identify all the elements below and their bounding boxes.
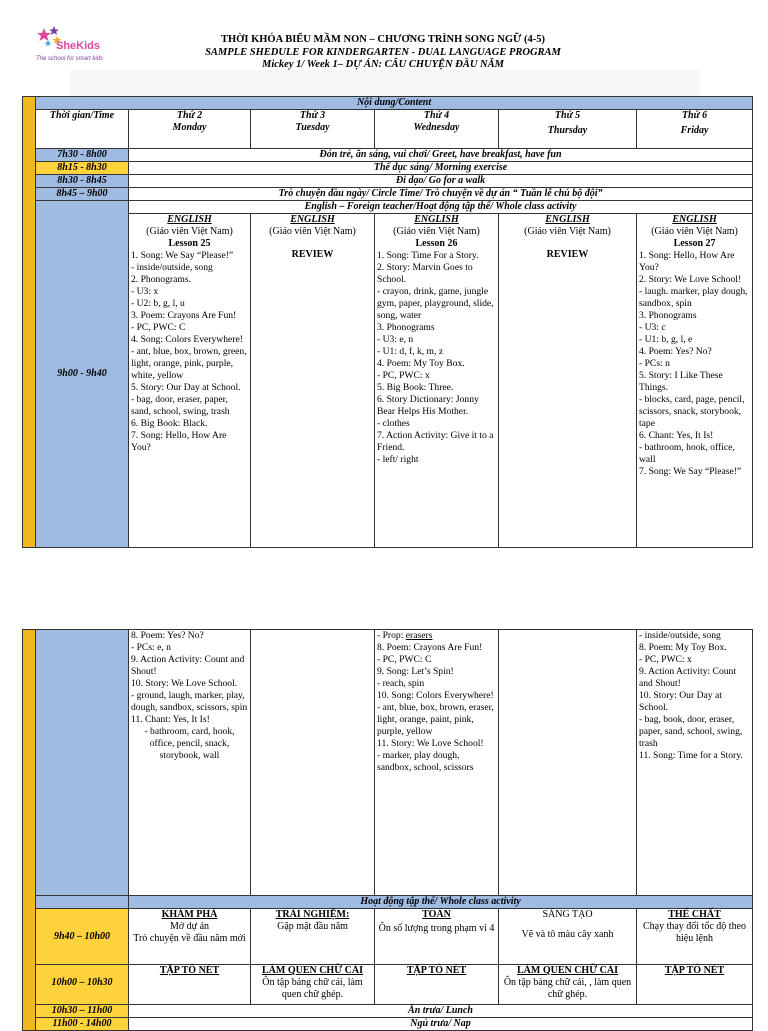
english-cell-thursday: ENGLISH (Giáo viên Việt Nam) REVIEW [499,214,637,548]
time-cell: 8h45 – 9h00 [36,188,129,201]
time-cell: 7h30 - 8h00 [36,149,129,162]
content-header: Nội dung/Content [36,97,753,110]
time-cell: 9h40 – 10h00 [36,909,129,965]
schedule-table-page-2 [22,629,753,1031]
day-header-wednesday: Thứ 4 Wednesday [375,110,499,149]
routine-activity: Đi dạo/ Go for a walk [129,175,753,188]
activity-monday: KHÁM PHÁ Mở dự án Trò chuyện về đầu năm mới [129,909,251,965]
day-header-tuesday: Thứ 3 Tuesday [251,110,375,149]
english-time-cell: 9h00 - 9h40 [36,201,129,548]
faded-band [70,70,700,96]
english-cell-monday: ENGLISH (Giáo viên Việt Nam) Lesson 25 1. Song: We Say “Please!” - inside/outside, song 2. Phonograms. - U3: x - U2: b, g, l, u 3. Poem: Crayons Are Fun! - PC, PWC: C 4. Song: Colors Everywhere! - ant, blue, box, brown, green, light, orange, pink, purple, white, yellow 5. Story: Our Day at School. - bag, door, eraser, paper, sand, school, swing, trash 6. Big Book: Black. 7. Song: Hello, How Are You? [129,214,251,548]
activity2-wednesday: TẬP TÔ NÉT [375,965,499,1005]
day-header-monday: Thứ 2 Monday [129,110,251,149]
time-cell: 11h00 - 14h00 [36,1018,129,1031]
english-cont-thursday [499,630,637,896]
schedule-table-page-1 [22,96,753,548]
day-header-thursday: Thứ 5 Thursday [499,110,637,149]
logo-brand: SheKids [56,40,101,52]
routine-activity: Thể dục sáng/ Morning exercise [129,162,753,175]
time-cell: 10h30 – 11h00 [36,1005,129,1018]
nap-row: Ngủ trưa/ Nap [129,1018,753,1031]
routine-activity: Trò chuyện đầu ngày/ Circle Time/ Trò chuyện về dự án “ Tuần lễ chú bộ đội” [129,188,753,201]
english-cell-wednesday: ENGLISH (Giáo viên Việt Nam) Lesson 26 1. Song: Time For a Story. 2. Story: Marvin Goes to School. - crayon, drink, game, jungle gym, paper, playground, slide, song, water 3. Phonograms - U3: e, n - U1: d, f, k, m, z 4. Poem: My Toy Box. - PC, PWC: x 5. Big Book: Three. 6. Story Dictionary: Jonny Bear Helps His Mother. - clothes 7. Action Activity: Give it to a Friend. - left/ right [375,214,499,548]
activity-friday: THỂ CHẤT Chạy thay đổi tốc độ theo hiệu lệnh [637,909,753,965]
activity2-monday: TẬP TÔ NÉT [129,965,251,1005]
activity-wednesday: TOÁN Ôn số lượng trong phạm vi 4 [375,909,499,965]
side-strip [23,630,36,1031]
day-header-friday: Thứ 6 Friday [637,110,753,149]
banner-time-cell [36,896,129,909]
title-line-2: SAMPLE SHEDULE FOR KINDERGARTEN - DUAL LANGUAGE PROGRAM [205,46,561,58]
english-cell-tuesday: ENGLISH (Giáo viên Việt Nam) REVIEW [251,214,375,548]
activity-thursday: SÁNG TẠO Vẽ và tô màu cây xanh [499,909,637,965]
title-line-1: THỜI KHÓA BIỂU MẦM NON – CHƯƠNG TRÌNH SONG NGỮ (4-5) [221,34,545,45]
time-cell: 8h15 - 8h30 [36,162,129,175]
side-strip [23,97,36,548]
time-cell: 8h30 - 8h45 [36,175,129,188]
title-line-3: Mickey 1/ Week 1– DỰ ÁN: CÂU CHUYỆN ĐẦU NĂM [262,59,504,70]
activity-tuesday: TRẢI NGHIỆM: Gặp mặt đầu năm [251,909,375,965]
english-banner: English – Foreign teacher/Hoạt động tập thể/ Whole class activity [129,201,753,214]
activity2-tuesday: LÀM QUEN CHỮ CÁI Ôn tập bảng chữ cái, làm quen chữ ghép. [251,965,375,1005]
activity2-friday: TẬP TÔ NÉT [637,965,753,1005]
english-cont-wednesday: - Prop: erasers 8. Poem: Crayons Are Fun! - PC, PWC: C 9. Song: Let’s Spin! - reach, spin 10. Song: Colors Everywhere! - ant, blue, box, brown, eraser, light, orange, paint, pink, purple, yellow 11. Story: We Love School! - marker, play dough, sandbox, school, scissors [375,630,499,896]
logo-tagline: The school for smart kids [36,56,104,62]
routine-activity: Đón trẻ, ăn sáng, vui chơi/ Greet, have breakfast, have fun [129,149,753,162]
school-logo [36,26,104,66]
english-cont-friday: - inside/outside, song 8. Poem: My Toy Box. - PC, PWC: x 9. Action Activity: Count and Shout! 10. Story: Our Day at School. - bag, book, door, eraser, paper, sand, school, swing, trash 11. Song: Time for a Story. [637,630,753,896]
lunch-row: Ăn trưa/ Lunch [129,1005,753,1018]
time-header: Thời gian/Time [36,110,129,149]
activity2-thursday: LÀM QUEN CHỮ CÁI Ôn tập bảng chữ cái, , làm quen chữ ghép. [499,965,637,1005]
continued-time-cell [36,630,129,896]
whole-class-banner: Hoạt động tập thể/ Whole class activity [129,896,753,909]
english-cell-friday: ENGLISH (Giáo viên Việt Nam) Lesson 27 1. Song: Hello, How Are You? 2. Story: We Love School! - laugh. marker, play dough, sandbox, spin 3. Phonograms - U3: c - U1: b, g, l, e 4. Poem: Yes? No? - PCs: n 5. Story: I Like These Things. - blocks, card, page, pencil, scissors, snack, storybook, tape 6. Chant: Yes, It Is! - bathroom, hook, office, wall 7. Song: We Say “Please!” [637,214,753,548]
english-cont-monday: 8. Poem: Yes? No? - PCs: e, n 9. Action Activity: Count and Shout! 10. Story: We Love School. - ground, laugh, marker, play, dough, sandbox, scissors, spin 11. Chant: Yes, It Is! - bathroom, card, hook, office, pencil, snack, storybook, wall [129,630,251,896]
english-cont-tuesday [251,630,375,896]
time-cell: 10h00 – 10h30 [36,965,129,1005]
